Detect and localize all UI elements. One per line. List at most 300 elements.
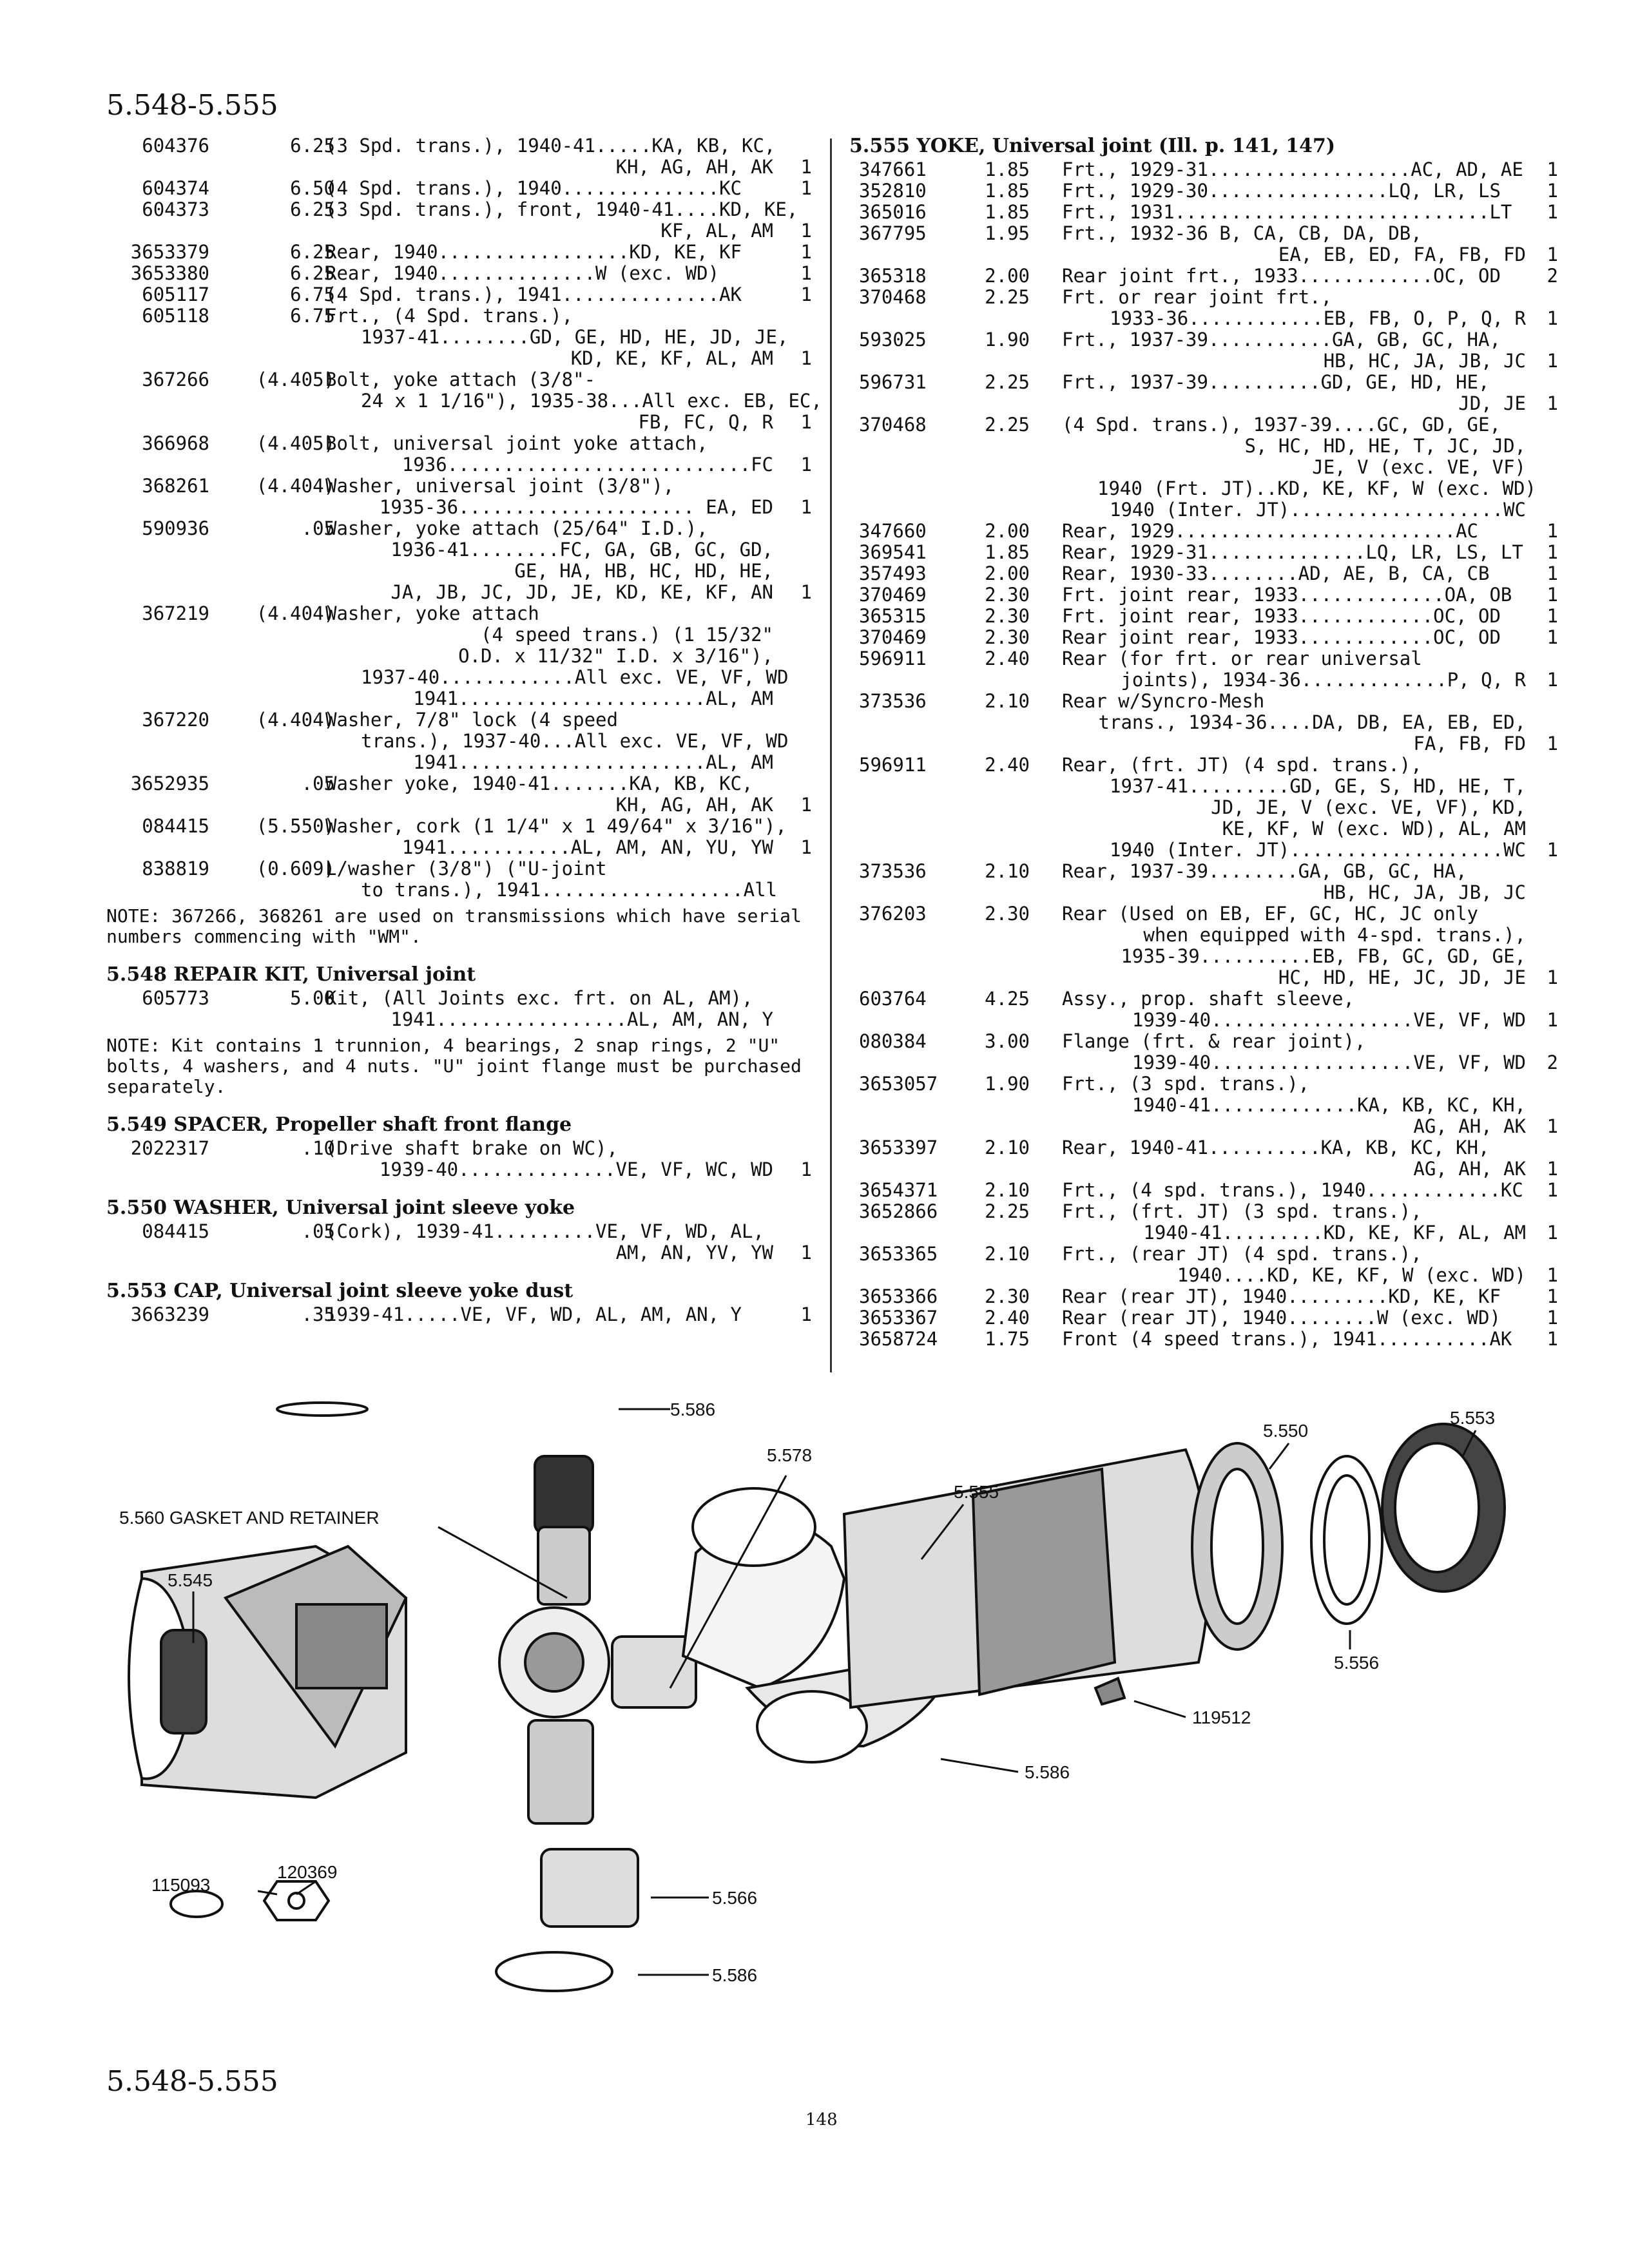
description-line: FB, FC, Q, R: [638, 411, 773, 433]
description-line: Frt. or rear joint frt.,: [1062, 286, 1333, 308]
description-line: KH, AG, AH, AK: [615, 156, 773, 178]
price: 3.00: [985, 1030, 1030, 1052]
part-number: 367219: [142, 602, 209, 624]
callout-119512: 119512: [1192, 1707, 1251, 1727]
description-line: Rear, 1937-39........GA, GB, GC, HA,: [1062, 860, 1467, 882]
description-line: Frt., (frt. JT) (3 spd. trans.),: [1062, 1200, 1422, 1222]
description-line: Frt., 1929-31..................AC, AD, AE: [1062, 159, 1523, 180]
parts-entry: [849, 648, 1558, 691]
description-line: Washer, universal joint (3/8"),: [325, 475, 675, 497]
price: 2.00: [985, 520, 1030, 542]
description: [325, 284, 773, 305]
description: [325, 1221, 773, 1264]
page-number: 148: [805, 2110, 838, 2129]
section-title: 5.549 SPACER, Propeller shaft front flange: [106, 1113, 572, 1136]
description-line: 1935-39..........EB, FB, GC, GD, GE,: [1121, 945, 1526, 967]
description-line: (3 Spd. trans.), front, 1940-41....KD, KE,: [325, 198, 798, 220]
quantity: 1: [800, 1158, 812, 1180]
quantity: 1: [800, 177, 812, 199]
parts-entry: [849, 202, 1558, 223]
description: [325, 602, 789, 709]
callout-5-553: 5.553: [1450, 1408, 1496, 1428]
quantity: 1: [800, 347, 812, 369]
part-number: 2022317: [130, 1137, 209, 1159]
description: [1062, 202, 1526, 223]
description-line: JA, JB, JC, JD, JE, KD, KE, KF, AN: [390, 581, 773, 603]
parts-entry: [106, 1138, 812, 1180]
quantity: 1: [1547, 350, 1558, 372]
callout-5-586-top: 5.586: [670, 1399, 716, 1419]
price: 1.85: [985, 159, 1030, 180]
description-line: 1937-41........GD, GE, HD, HE, JD, JE,: [361, 326, 789, 348]
description: [1062, 329, 1526, 372]
description-line: S, HC, HD, HE, T, JC, JD,: [1244, 435, 1526, 457]
description-line: Bolt, universal joint yoke attach,: [325, 432, 708, 454]
description-line: Frt., 1937-39...........GA, GB, GC, HA,: [1062, 329, 1501, 351]
description-line: Kit, (All Joints exc. frt. on AL, AM),: [325, 987, 753, 1009]
description-line: Frt. joint rear, 1933.............OA, OB: [1062, 584, 1512, 606]
price: (5.550): [256, 815, 335, 837]
description-line: Assy., prop. shaft sleeve,: [1062, 988, 1354, 1010]
part-number: 3653379: [130, 241, 209, 263]
price: 2.30: [985, 1285, 1030, 1307]
description-line: Frt., 1931............................LT: [1062, 201, 1512, 223]
quantity: 1: [1547, 201, 1558, 223]
price: 2.40: [985, 648, 1030, 669]
quantity: 1: [1547, 1009, 1558, 1031]
quantity: 1: [1547, 1115, 1558, 1137]
quantity: 1: [1547, 626, 1558, 648]
description-line: JE, V (exc. VE, VF): [1312, 456, 1526, 478]
quantity: 2: [1547, 265, 1558, 287]
part-number: 604376: [142, 135, 209, 157]
quantity: 1: [1547, 1307, 1558, 1329]
part-number: 3652935: [130, 773, 209, 794]
description-line: Front (4 speed trans.), 1941..........AK: [1062, 1328, 1512, 1350]
quantity: 1: [1547, 1264, 1558, 1286]
description-line: Frt., 1937-39..........GD, GE, HD, HE,: [1062, 371, 1490, 393]
description-line: 1937-41.........GD, GE, S, HD, HE, T,: [1109, 775, 1526, 797]
description: [325, 178, 773, 199]
description: [325, 198, 798, 242]
quantity: 1: [1547, 180, 1558, 202]
description: [1062, 903, 1526, 988]
description-line: FA, FB, FD: [1413, 733, 1526, 754]
parts-entry: [849, 1031, 1558, 1073]
description: [325, 709, 789, 773]
description: [1062, 1137, 1526, 1180]
part-number: 605117: [142, 284, 209, 305]
part-number: 604373: [142, 198, 209, 220]
description: [325, 858, 778, 901]
price: 2.25: [985, 286, 1030, 308]
description: [1062, 1201, 1526, 1244]
description: [1062, 223, 1526, 265]
part-number: 370468: [859, 414, 927, 436]
price: 2.40: [985, 754, 1030, 776]
callout-5-560: 5.560 GASKET AND RETAINER: [119, 1508, 380, 1528]
part-number: 603764: [859, 988, 927, 1010]
quantity: 1: [800, 1303, 812, 1325]
description: [1062, 265, 1526, 287]
description-line: trans., 1934-36....DA, DB, EA, EB, ED,: [1098, 711, 1526, 733]
description-line: 1940-41.........KD, KE, KF, AL, AM: [1143, 1222, 1526, 1244]
quantity: 1: [800, 1242, 812, 1264]
description-line: Washer, 7/8" lock (4 speed: [325, 709, 618, 731]
part-number: 596911: [859, 648, 927, 669]
part-number: 370469: [859, 626, 927, 648]
description-line: (4 Spd. trans.), 1941..............AK: [325, 284, 742, 305]
part-number: 838819: [142, 858, 209, 879]
quantity: 1: [1547, 1222, 1558, 1244]
parts-entry: [849, 691, 1558, 754]
part-number: 369541: [859, 541, 927, 563]
description-line: Washer yoke, 1940-41.......KA, KB, KC,: [325, 773, 753, 794]
price: 2.25: [985, 1200, 1030, 1222]
description: [325, 773, 773, 816]
part-number: 373536: [859, 690, 927, 712]
description-line: Rear joint rear, 1933............OC, OD: [1062, 626, 1501, 648]
price: 1.90: [985, 329, 1030, 351]
description-line: Washer, yoke attach (25/64" I.D.),: [325, 517, 708, 539]
price: 6.25: [290, 262, 335, 284]
parts-entry: [849, 159, 1558, 180]
description-line: Bolt, yoke attach (3/8"-: [325, 369, 596, 390]
description-line: Rear, 1929-31..............LQ, LR, LS, LT: [1062, 541, 1523, 563]
quantity: 1: [1547, 669, 1558, 691]
description-line: Rear, 1940-41..........KA, KB, KC, KH,: [1062, 1137, 1490, 1158]
price: 1.85: [985, 201, 1030, 223]
part-number: 3652866: [859, 1200, 938, 1222]
left-column: [106, 135, 822, 1325]
description-line: 1936-41........FC, GA, GB, GC, GD,: [390, 539, 773, 561]
description-line: when equipped with 4-spd. trans.),: [1143, 924, 1526, 946]
quantity: 1: [800, 411, 812, 433]
part-number: 370469: [859, 584, 927, 606]
description: [1062, 372, 1526, 414]
description: [325, 1304, 773, 1325]
description: [1062, 159, 1526, 180]
part-number: 352810: [859, 180, 927, 202]
quantity: 1: [800, 262, 812, 284]
parts-entry: [106, 1221, 812, 1264]
description-line: 1939-41.....VE, VF, WD, AL, AM, AN, Y: [325, 1303, 742, 1325]
quantity: 1: [1547, 392, 1558, 414]
description-line: Frt., (rear JT) (4 spd. trans.),: [1062, 1243, 1422, 1265]
callout-5-586-mid: 5.586: [1025, 1762, 1070, 1782]
section-title: 5.550 WASHER, Universal joint sleeve yoke: [106, 1196, 575, 1219]
quantity: 1: [1547, 733, 1558, 754]
price: 2.30: [985, 903, 1030, 925]
part-number: 3663239: [130, 1303, 209, 1325]
description-line: to trans.), 1941..................All: [361, 879, 778, 901]
price: 1.85: [985, 541, 1030, 563]
quantity: 1: [800, 581, 812, 603]
description-line: Rear (rear JT), 1940.........KD, KE, KF: [1062, 1285, 1501, 1307]
description-line: EA, EB, ED, FA, FB, FD: [1278, 244, 1526, 265]
parts-entry: [849, 1073, 1558, 1137]
description-line: 1939-40..................VE, VF, WD: [1132, 1009, 1526, 1031]
parts-entry: [849, 754, 1558, 861]
description: [1062, 542, 1526, 563]
description: [325, 988, 773, 1030]
price: .05: [301, 517, 335, 539]
part-number: 365315: [859, 605, 927, 627]
price: 2.00: [985, 265, 1030, 287]
description-line: Rear, 1940..............W (exc. WD): [325, 262, 720, 284]
price: 5.00: [290, 987, 335, 1009]
price: 6.50: [290, 177, 335, 199]
description: [325, 135, 776, 178]
part-number: 366968: [142, 432, 209, 454]
description-line: Flange (frt. & rear joint),: [1062, 1030, 1366, 1052]
price: .10: [301, 1137, 335, 1159]
parts-entry: [106, 988, 812, 1030]
description-line: Rear (for frt. or rear universal: [1062, 648, 1422, 669]
price: 1.75: [985, 1328, 1030, 1350]
price: 2.10: [985, 1137, 1030, 1158]
part-number: 084415: [142, 1220, 209, 1242]
description-line: 1936...........................FC: [401, 454, 773, 476]
column-divider: [830, 139, 832, 1372]
note: NOTE: Kit contains 1 trunnion, 4 bearings, 2 snap rings, 2 "U" bolts, 4 washers, and 4 nuts. "U" joint flange must be purchased separately.: [106, 1035, 802, 1097]
parts-entry: [106, 263, 812, 284]
description: [1062, 1180, 1526, 1201]
description: [1062, 1073, 1526, 1137]
callout-5-555: 5.555: [954, 1482, 999, 1502]
quantity: 1: [800, 156, 812, 178]
description: [1062, 691, 1526, 754]
quantity: 1: [1547, 605, 1558, 627]
description: [1062, 584, 1526, 606]
price: (4.404): [256, 602, 335, 624]
price: .05: [301, 1220, 335, 1242]
description: [1062, 1286, 1526, 1307]
callout-5-550: 5.550: [1263, 1421, 1309, 1441]
description-line: GE, HA, HB, HC, HD, HE,: [514, 560, 773, 582]
part-number: 080384: [859, 1030, 927, 1052]
description-line: Frt., 1932-36 B, CA, CB, DA, DB,: [1062, 222, 1422, 244]
description: [1062, 1031, 1526, 1073]
description-line: JD, JE: [1458, 392, 1526, 414]
quantity: 1: [800, 794, 812, 816]
description: [325, 518, 773, 603]
part-number: 3653397: [859, 1137, 938, 1158]
parts-entry: [849, 903, 1558, 988]
price: 6.75: [290, 305, 335, 327]
parts-entry: [106, 242, 812, 263]
description-line: 1941......................AL, AM: [413, 687, 773, 709]
quantity: 1: [1547, 159, 1558, 180]
description-line: (3 Spd. trans.), 1940-41.....KA, KB, KC,: [325, 135, 776, 157]
parts-entry: [106, 518, 812, 603]
quantity: 1: [1547, 307, 1558, 329]
price: 6.75: [290, 284, 335, 305]
description-line: 1939-40..............VE, VF, WC, WD: [379, 1158, 773, 1180]
quantity: 1: [1547, 839, 1558, 861]
parts-entry: [106, 305, 812, 369]
price: 2.25: [985, 414, 1030, 436]
price: 6.25: [290, 135, 335, 157]
price: 4.25: [985, 988, 1030, 1010]
price: 2.40: [985, 1307, 1030, 1329]
description: [325, 305, 789, 369]
description-line: 1940 (Inter. JT)...................WC: [1109, 499, 1526, 521]
description-line: Rear w/Syncro-Mesh: [1062, 690, 1265, 712]
description: [1062, 180, 1526, 202]
right-column: [849, 135, 1558, 1350]
description-line: Rear (Used on EB, EF, GC, HC, JC only: [1062, 903, 1479, 925]
universal-joint-diagram: [103, 1385, 1553, 2030]
quantity: 1: [800, 836, 812, 858]
quantity: 1: [1547, 584, 1558, 606]
part-number: 347661: [859, 159, 927, 180]
description-line: 1937-40............All exc. VE, VF, WD: [361, 666, 789, 688]
description-line: Washer, cork (1 1/4" x 1 49/64" x 3/16"),: [325, 815, 787, 837]
parts-entry: [106, 135, 812, 178]
page-footer-header: 5.548-5.555: [106, 2065, 278, 2098]
description-line: Rear (rear JT), 1940........W (exc. WD): [1062, 1307, 1501, 1329]
description-line: Rear joint frt., 1933............OC, OD: [1062, 265, 1501, 287]
description-line: HB, HC, JA, JB, JC: [1323, 350, 1526, 372]
price: .35: [301, 1303, 335, 1325]
part-number: 3653367: [859, 1307, 938, 1329]
parts-entry: [849, 287, 1558, 329]
description-line: 1941.................AL, AM, AN, Y: [390, 1008, 773, 1030]
price: 1.95: [985, 222, 1030, 244]
description: [1062, 988, 1526, 1031]
part-number: 3653380: [130, 262, 209, 284]
parts-entry: [106, 709, 812, 773]
note: NOTE: 367266, 368261 are used on transmissions which have serial numbers commencing with "WM".: [106, 905, 802, 947]
description-line: 1941...........AL, AM, AN, YU, YW: [401, 836, 773, 858]
description-line: 1940-41.............KA, KB, KC, KH,: [1132, 1094, 1526, 1116]
parts-entry: [849, 1180, 1558, 1201]
description-line: joints), 1934-36.............P, Q, R: [1121, 669, 1526, 691]
description: [1062, 627, 1526, 648]
quantity: 1: [1547, 541, 1558, 563]
part-number: 604374: [142, 177, 209, 199]
description-line: trans.), 1937-40...All exc. VE, VF, WD: [361, 730, 789, 752]
description-line: JD, JE, V (exc. VE, VF), KD,: [1211, 796, 1526, 818]
parts-entry: [106, 178, 812, 199]
description: [325, 263, 773, 284]
part-number: 596731: [859, 371, 927, 393]
parts-entry: [849, 180, 1558, 202]
parts-entry: [849, 1244, 1558, 1286]
part-number: 596911: [859, 754, 927, 776]
price: 2.10: [985, 690, 1030, 712]
quantity: 1: [800, 496, 812, 518]
quantity: 1: [1547, 1179, 1558, 1201]
price: (4.405): [256, 369, 335, 390]
parts-entry: [849, 223, 1558, 265]
description-line: 1935-36..................... EA, ED: [379, 496, 773, 518]
part-number: 605773: [142, 987, 209, 1009]
description-line: O.D. x 11/32" I.D. x 3/16"),: [458, 645, 773, 667]
description-line: 1940 (Inter. JT)...................WC: [1109, 839, 1526, 861]
description-line: 24 x 1 1/16"), 1935-38...All exc. EB, EC,: [361, 390, 822, 412]
description-line: Rear, 1930-33........AD, AE, B, CA, CB: [1062, 562, 1490, 584]
description-line: Frt., (3 spd. trans.),: [1062, 1073, 1310, 1095]
parts-entry: [849, 988, 1558, 1031]
quantity: 1: [1547, 244, 1558, 265]
parts-entry: [106, 773, 812, 816]
part-number: 367795: [859, 222, 927, 244]
price: 2.10: [985, 1179, 1030, 1201]
callout-5-578: 5.578: [767, 1445, 813, 1465]
description-line: AG, AH, AK: [1413, 1115, 1526, 1137]
description: [325, 1138, 773, 1180]
description: [325, 242, 773, 263]
part-number: 3653366: [859, 1285, 938, 1307]
description: [1062, 521, 1526, 542]
parts-entry: [849, 521, 1558, 542]
price: (0.609): [256, 858, 335, 879]
description-line: (Cork), 1939-41.........VE, VF, WD, AL,: [325, 1220, 764, 1242]
description-line: AG, AH, AK: [1413, 1158, 1526, 1180]
price: 2.30: [985, 626, 1030, 648]
parts-entry: [849, 1201, 1558, 1244]
description-line: KD, KE, KF, AL, AM: [570, 347, 773, 369]
price: (4.404): [256, 709, 335, 731]
price: 2.25: [985, 371, 1030, 393]
description: [1062, 648, 1526, 691]
parts-entry: [849, 542, 1558, 563]
description-line: 1933-36............EB, FB, O, P, Q, R: [1109, 307, 1526, 329]
quantity: 1: [1547, 520, 1558, 542]
description-line: (4 Spd. trans.), 1940..............KC: [325, 177, 742, 199]
price: 2.00: [985, 562, 1030, 584]
description-line: HC, HD, HE, JC, JD, JE: [1278, 966, 1526, 988]
description: [325, 369, 822, 433]
quantity: 1: [1547, 1158, 1558, 1180]
parts-entry: [849, 1329, 1558, 1350]
parts-entry: [849, 1137, 1558, 1180]
part-number: 605118: [142, 305, 209, 327]
description-line: L/washer (3/8") ("U-joint: [325, 858, 607, 879]
callout-5-556: 5.556: [1334, 1653, 1380, 1673]
description-line: Rear, 1929.........................AC: [1062, 520, 1479, 542]
part-number: 373536: [859, 860, 927, 882]
part-number: 365318: [859, 265, 927, 287]
description-line: Rear, (frt. JT) (4 spd. trans.),: [1062, 754, 1422, 776]
part-number: 593025: [859, 329, 927, 351]
description: [325, 815, 787, 858]
quantity: 1: [800, 220, 812, 242]
part-number: 376203: [859, 903, 927, 925]
description: [1062, 1307, 1526, 1329]
parts-entry: [106, 603, 812, 709]
parts-entry: [849, 329, 1558, 372]
description-line: Rear, 1940.................KD, KE, KF: [325, 241, 742, 263]
price: 2.30: [985, 605, 1030, 627]
description-line: 1940....KD, KE, KF, W (exc. WD): [1177, 1264, 1526, 1286]
description-line: KH, AG, AH, AK: [615, 794, 773, 816]
description: [1062, 414, 1536, 521]
parts-entry: [849, 606, 1558, 627]
price: .05: [301, 773, 335, 794]
parts-entry: [106, 816, 812, 858]
part-number: 357493: [859, 562, 927, 584]
description-line: Frt. joint rear, 1933............OC, OD: [1062, 605, 1501, 627]
description: [1062, 861, 1526, 903]
parts-entry: [106, 476, 812, 518]
part-number: 347660: [859, 520, 927, 542]
parts-entry: [849, 372, 1558, 414]
exploded-view-illustration: [103, 1385, 1553, 2030]
quantity: 1: [1547, 966, 1558, 988]
